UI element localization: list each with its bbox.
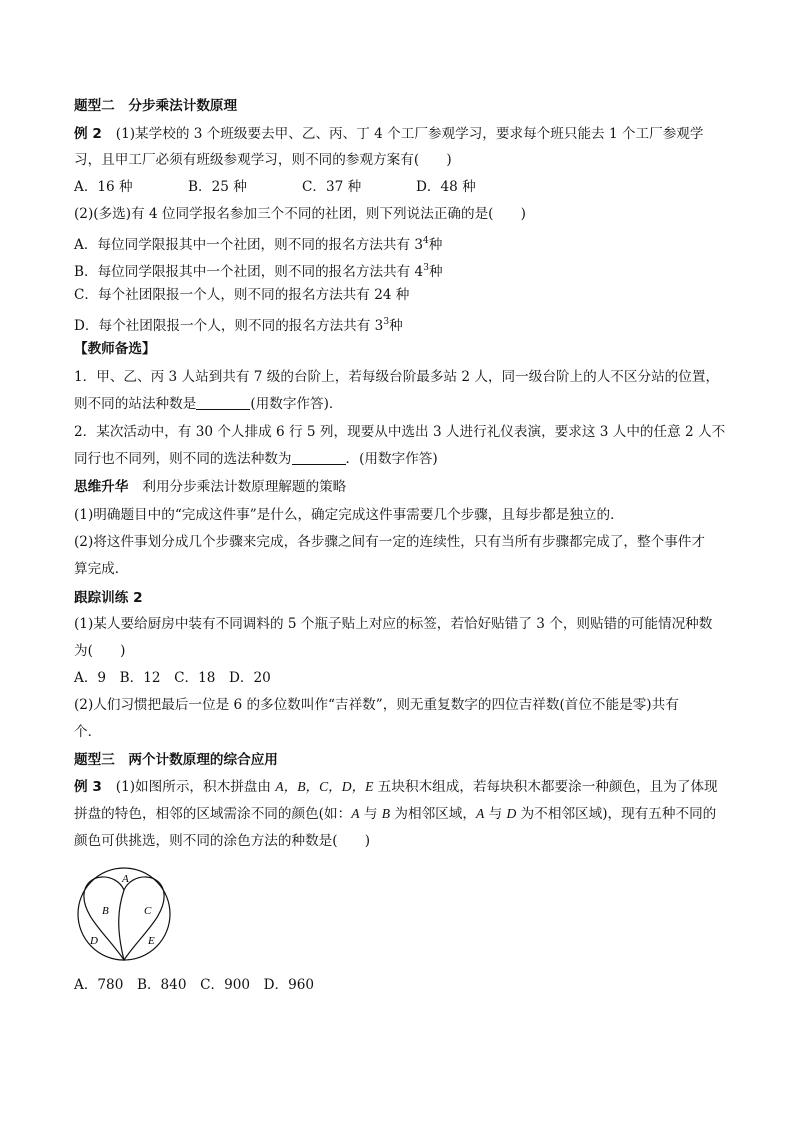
thinking-step2-line2: 算完成． — [74, 561, 129, 577]
option-b: B．25 种 — [188, 179, 247, 195]
training-q1-line1: (1)某人要给厨房中装有不同调料的 5 个瓶子贴上对应的标签，若恰好贴错了 3 个，则贴错的可能情况种数 — [74, 616, 713, 632]
thinking-heading-row — [74, 478, 734, 496]
teacher-backup-heading: 【教师备选】 — [74, 341, 156, 357]
thinking-subtitle: 利用分步乘法计数原理解题的策略 — [142, 479, 347, 495]
example3-line2: 拼盘的特色，相邻的区域需涂不同的颜色(如：A 与 B 为相邻区域，A 与 D 为不相邻区域)，现有五种不同的 — [74, 806, 717, 822]
teacher-p1-line1: 1．甲、乙、丙 3 人站到共有 7 级的台阶上，若每级台阶最多站 2 人，同一级台阶上的人不区分站的位置， — [74, 369, 720, 385]
region-label-e: E — [148, 935, 155, 947]
example3-line3: 颜色可供挑选，则不同的涂色方法的种数是( ) — [74, 833, 371, 849]
training-q2-line1: (2)人们习惯把最后一位是 6 的多位数叫作“吉祥数”，则无重复数字的四位吉祥数(首位不能是零)共有 — [74, 697, 679, 713]
block-puzzle-figure — [72, 864, 182, 964]
example2-q2-option-a: A．每位同学限报其中一个社团，则不同的报名方法共有 $3^4$种 — [74, 236, 443, 253]
example2-q1-options — [74, 178, 734, 196]
example2-q1-line1 — [74, 125, 734, 143]
thinking-step2-line1: (2)将这件事划分成几个步骤来完成，各步骤之间有一定的连续性，只有当所有步骤都完成了，整个事件才 — [74, 534, 705, 550]
region-label-c: C — [144, 905, 152, 917]
region-label-d: D — [90, 935, 98, 947]
section-heading-type3: 题型三 两个计数原理的综合应用 — [74, 752, 278, 768]
teacher-p2-line1: 2．某次活动中，有 30 个人排成 6 行 5 列，现要从中选出 3 人进行礼仪表演，要求这 3 人中的任意 2 人不 — [74, 424, 726, 440]
section-heading-type2: 题型二 分步乘法计数原理 — [74, 98, 238, 114]
region-label-b: B — [102, 905, 109, 917]
teacher-p1-line2: 则不同的站法种数是 (用数字作答)． — [74, 396, 343, 412]
thinking-step1: (1)明确题目中的“完成这件事”是什么，确定完成这件事需要几个步骤，且每步都是独立的． — [74, 507, 624, 523]
answer-blank — [292, 451, 346, 465]
region-label-a: A — [122, 873, 129, 885]
heart-outline — [84, 877, 164, 960]
example2-q1-text: (1)某学校的 3 个班级要去甲、乙、丙、丁 4 个工厂参观学习，要求每个班只能去 1 个工厂参观学 — [115, 126, 704, 142]
training-q1-line2: 为( ) — [74, 643, 126, 659]
example2-q2-option-b: B．每位同学限报其中一个社团，则不同的报名方法共有 $4^3$种 — [74, 263, 443, 280]
example2-q2-option-c: C．每个社团限报一个人，则不同的报名方法共有 24 种 — [74, 287, 410, 303]
training-heading: 跟踪训练 2 — [74, 590, 143, 606]
option-c: C．37 种 — [302, 179, 362, 195]
example3-options: A．780 B．840 C．900 D．960 — [74, 977, 315, 993]
training-q1-options: A．9 B．12 C．18 D．20 — [74, 670, 271, 686]
example2-q1-line2: 习，且甲工厂必须有班级参观学习，则不同的参观方案有( ) — [74, 152, 452, 168]
example3-label: 例 3 — [74, 779, 102, 795]
teacher-p2-line2: 同行也不同列，则不同的选法种数为 ．(用数字作答) — [74, 451, 438, 467]
option-d: D．48 种 — [416, 179, 476, 195]
option-a: A．16 种 — [74, 179, 133, 195]
example3-line1: 例 3 (1)如图所示，积木拼盘由 A，B，C，D，E 五块积木组成，若每块积木都要涂一种颜色，且为了体现 — [74, 779, 718, 795]
example2-q2-stem: (2)(多选)有 4 位同学报名参加三个不同的社团，则下列说法正确的是( ) — [74, 206, 526, 222]
training-q2-line2: 个． — [74, 724, 102, 740]
answer-blank — [196, 396, 250, 410]
example2-label: 例 2 — [74, 126, 102, 142]
thinking-heading: 思维升华 — [74, 479, 129, 495]
example2-q2-option-d: D．每个社团限报一个人，则不同的报名方法共有 $3^3$种 — [74, 317, 403, 334]
center-divider — [119, 890, 124, 960]
